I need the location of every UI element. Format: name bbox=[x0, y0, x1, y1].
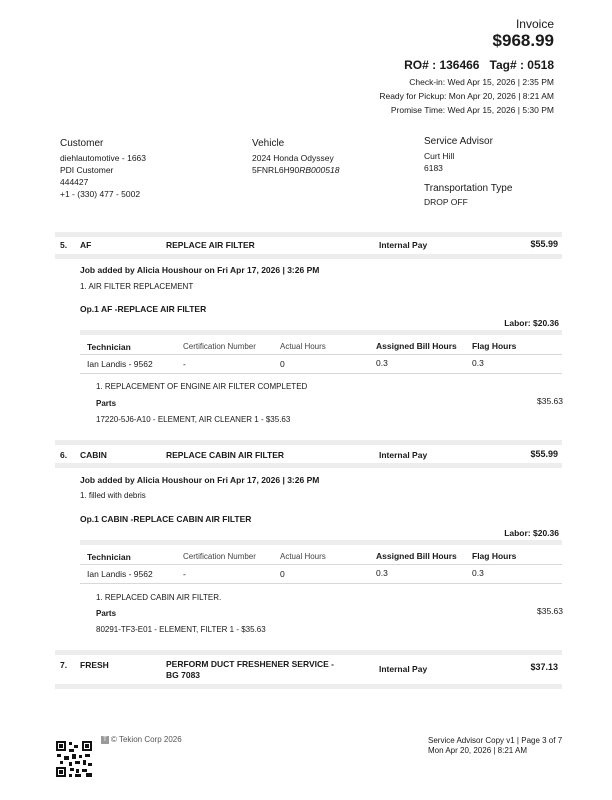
advisor-name: Curt Hill bbox=[424, 151, 455, 161]
col-technician: Technician bbox=[87, 552, 131, 562]
customer-title: Customer bbox=[60, 138, 104, 149]
part-line: 17220-5J6-A10 - ELEMENT, AIR CLEANER 1 - $35.63 bbox=[96, 415, 291, 424]
parts-total: $35.63 bbox=[537, 606, 563, 616]
qr-code bbox=[56, 741, 92, 777]
job-description: REPLACE AIR FILTER bbox=[166, 240, 255, 250]
job-number: 6. bbox=[60, 450, 68, 460]
vehicle-model: 2024 Honda Odyssey bbox=[252, 153, 334, 163]
tech-assigned: 0.3 bbox=[376, 358, 388, 368]
col-assigned: Assigned Bill Hours bbox=[376, 551, 457, 561]
ready-time: Ready for Pickup: Mon Apr 20, 2026 | 8:21 AM bbox=[379, 91, 554, 101]
job-concern: 1. filled with debris bbox=[80, 491, 146, 500]
job-price: $37.13 bbox=[530, 662, 558, 672]
footer-page-info bbox=[428, 736, 562, 756]
section-divider bbox=[80, 540, 562, 545]
col-actual: Actual Hours bbox=[280, 342, 326, 351]
transport-title: Transportation Type bbox=[424, 183, 513, 194]
ro-number: 136466 bbox=[439, 58, 480, 72]
tech-assigned: 0.3 bbox=[376, 568, 388, 578]
job-operation: Op.1 AF -REPLACE AIR FILTER bbox=[80, 304, 207, 314]
job-added-by: Job added by Alicia Houshour on Fri Apr 17, 2026 | 3:26 PM bbox=[80, 475, 320, 485]
section-divider bbox=[55, 463, 562, 468]
table-divider bbox=[80, 583, 562, 584]
job-price: $55.99 bbox=[530, 449, 558, 459]
table-divider bbox=[80, 354, 562, 355]
col-flag: Flag Hours bbox=[472, 551, 517, 561]
document-title: Invoice bbox=[515, 17, 554, 31]
vehicle-block bbox=[252, 138, 339, 176]
job-description: PERFORM DUCT FRESHENER SERVICE - BG 7083 bbox=[166, 659, 334, 680]
vehicle-vin bbox=[252, 164, 339, 176]
parts-label: Parts bbox=[96, 399, 117, 408]
job-number: 7. bbox=[60, 660, 68, 670]
job-operation: Op.1 CABIN -REPLACE CABIN AIR FILTER bbox=[80, 514, 252, 524]
footer-copyright bbox=[101, 735, 182, 744]
job-description: REPLACE CABIN AIR FILTER bbox=[166, 450, 285, 460]
labor-amount: Labor: $20.36 bbox=[504, 528, 559, 538]
job-pay-type: Internal Pay bbox=[379, 664, 428, 674]
tech-cert: - bbox=[183, 569, 186, 579]
tech-flag: 0.3 bbox=[472, 358, 484, 368]
ro-label: RO# : bbox=[404, 58, 437, 72]
vehicle-title: Vehicle bbox=[252, 138, 285, 149]
section-divider bbox=[55, 232, 562, 237]
copyright-text: © Tekion Corp 2026 bbox=[111, 735, 182, 744]
invoice-total: $968.99 bbox=[492, 31, 554, 50]
section-divider bbox=[55, 440, 562, 445]
section-divider bbox=[55, 684, 562, 689]
table-divider bbox=[80, 564, 562, 565]
col-cert: Certification Number bbox=[183, 552, 256, 561]
tag-label: Tag# : bbox=[489, 58, 524, 72]
table-divider bbox=[80, 373, 562, 374]
ro-tag-line bbox=[404, 58, 554, 72]
customer-name: diehlautomotive - 1663 bbox=[60, 153, 147, 163]
tech-actual: 0 bbox=[280, 359, 285, 369]
tech-cert: - bbox=[183, 359, 186, 369]
job-code: AF bbox=[80, 240, 92, 250]
checkin-time: Check-in: Wed Apr 15, 2026 | 2:35 PM bbox=[409, 77, 554, 87]
customer-number: 444427 bbox=[60, 177, 89, 187]
customer-type: PDI Customer bbox=[60, 165, 114, 175]
job-code: FRESH bbox=[80, 660, 109, 670]
customer-block bbox=[60, 138, 146, 200]
tech-name: Ian Landis - 9562 bbox=[87, 359, 153, 369]
col-actual: Actual Hours bbox=[280, 552, 326, 561]
vin-suffix: RB000518 bbox=[299, 165, 340, 175]
job-price: $55.99 bbox=[530, 239, 558, 249]
customer-phone: +1 - (330) 477 - 5002 bbox=[60, 189, 141, 199]
part-line: 80291-TF3-E01 - ELEMENT, FILTER 1 - $35.63 bbox=[96, 625, 266, 634]
job-pay-type: Internal Pay bbox=[379, 240, 428, 250]
parts-label: Parts bbox=[96, 609, 117, 618]
job-added-by: Job added by Alicia Houshour on Fri Apr 17, 2026 | 3:26 PM bbox=[80, 265, 320, 275]
advisor-title: Service Advisor bbox=[424, 136, 493, 147]
job-pay-type: Internal Pay bbox=[379, 450, 428, 460]
col-cert: Certification Number bbox=[183, 342, 256, 351]
job-number: 5. bbox=[60, 240, 68, 250]
tech-flag: 0.3 bbox=[472, 568, 484, 578]
section-divider bbox=[55, 650, 562, 655]
tekion-logo-icon: T bbox=[101, 736, 109, 744]
section-divider bbox=[80, 330, 562, 335]
tech-actual: 0 bbox=[280, 569, 285, 579]
tech-name: Ian Landis - 9562 bbox=[87, 569, 153, 579]
section-divider bbox=[55, 254, 562, 259]
job-correction: 1. REPLACEMENT OF ENGINE AIR FILTER COMPLETED bbox=[96, 382, 308, 391]
parts-total: $35.63 bbox=[537, 396, 563, 406]
job-concern: 1. AIR FILTER REPLACEMENT bbox=[80, 282, 194, 291]
col-assigned: Assigned Bill Hours bbox=[376, 341, 457, 351]
col-technician: Technician bbox=[87, 342, 131, 352]
copy-page-info: Service Advisor Copy v1 | Page 3 of 7 bbox=[428, 736, 563, 745]
job-correction: 1. REPLACED CABIN AIR FILTER. bbox=[96, 593, 222, 602]
col-flag: Flag Hours bbox=[472, 341, 517, 351]
promise-time: Promise Time: Wed Apr 15, 2026 | 5:30 PM bbox=[390, 105, 554, 115]
tag-number: 0518 bbox=[527, 58, 554, 72]
job-code: CABIN bbox=[80, 450, 107, 460]
transport-value: DROP OFF bbox=[424, 197, 468, 207]
labor-amount: Labor: $20.36 bbox=[504, 318, 559, 328]
advisor-id: 6183 bbox=[424, 163, 443, 173]
vin-prefix: 5FNRL6H90 bbox=[252, 165, 300, 175]
advisor-block bbox=[424, 136, 512, 208]
printed-time: Mon Apr 20, 2026 | 8:21 AM bbox=[428, 746, 528, 755]
